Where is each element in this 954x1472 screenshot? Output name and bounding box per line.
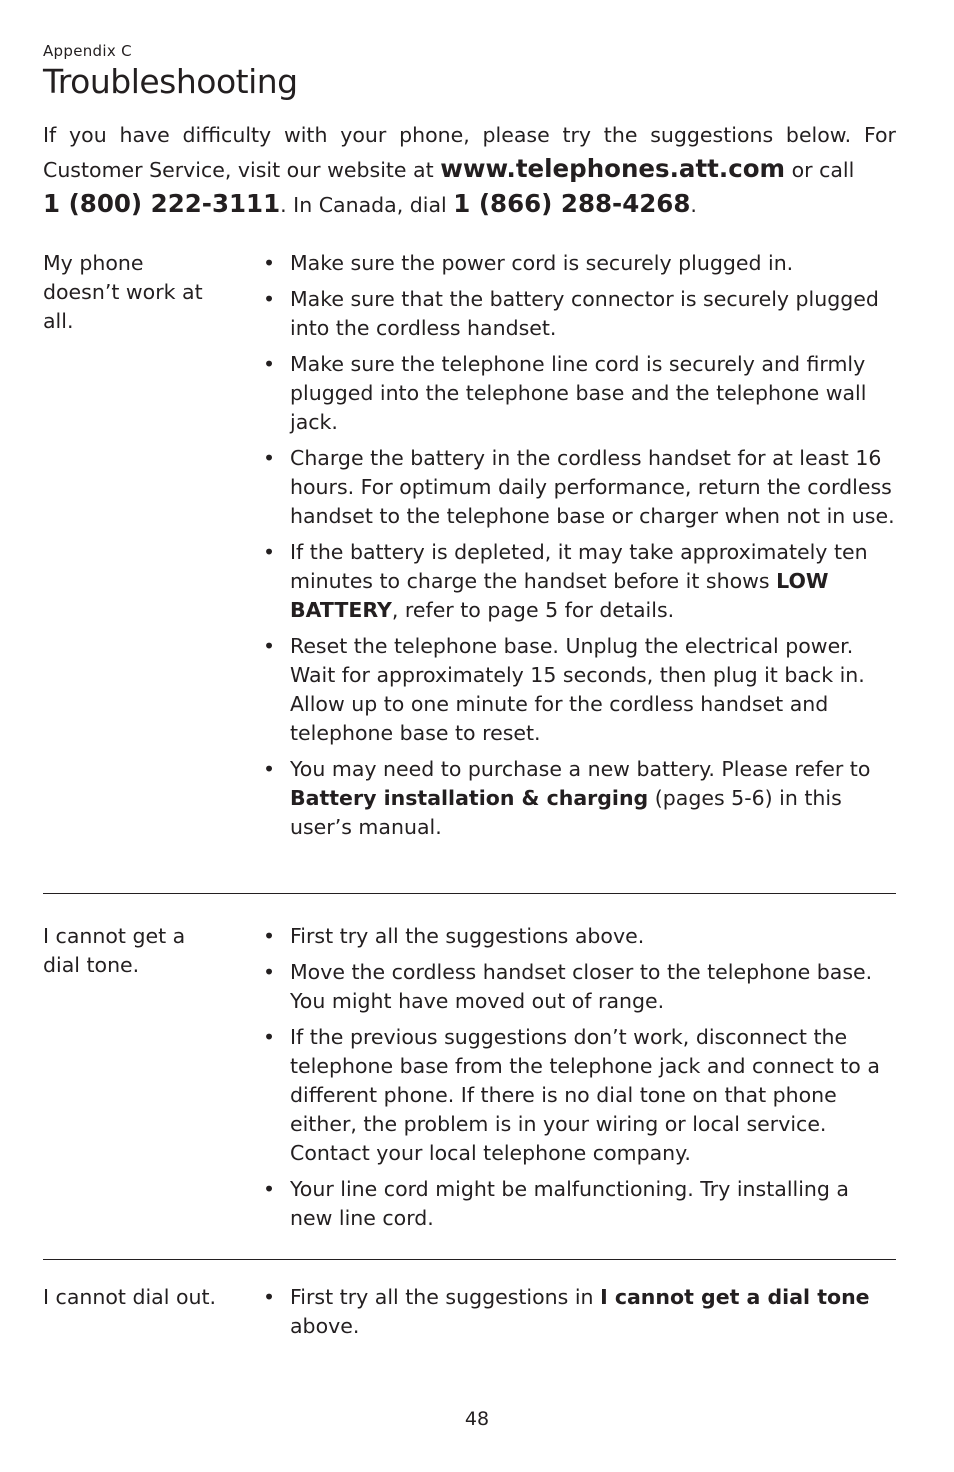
intro-paragraph <box>43 118 896 222</box>
list-item: • Reset the telephone base. Unplug the electrical power. Wait for approximately 15 seconds, then plug it back in. Allow up to one minute for the cordless handset and telephone base to reset. <box>263 632 896 748</box>
canada-phone: 1 (866) 288-4268 <box>453 189 691 218</box>
suggestion-list <box>263 922 896 1240</box>
problem-label: I cannot get a dial tone. <box>43 924 186 977</box>
list-item: • First try all the suggestions above. <box>263 922 896 951</box>
intro-text: If you have difficulty with your phone, please try the suggestions below. For Customer Service, visit our website at <box>43 123 896 182</box>
website-link[interactable]: www.telephones.att.com <box>440 154 786 183</box>
list-item: • If the battery is depleted, it may take approximately ten minutes to charge the handset before it shows LOW BATTERY, refer to page 5 for details. <box>263 538 896 625</box>
problem-label: My phone doesn’t work at all. <box>43 251 203 333</box>
list-item: • If the previous suggestions don’t work, disconnect the telephone base from the telephone jack and connect to a different phone. If there is no dial tone on that phone either, the problem is in your wiring or local service. Contact your local telephone company. <box>263 1023 896 1168</box>
suggestion-list <box>263 1283 896 1348</box>
intro-text: . <box>690 193 697 217</box>
intro-text: or call <box>785 158 855 182</box>
list-item: • Your line cord might be malfunctioning. Try installing a new line cord. <box>263 1175 896 1233</box>
problem-label: I cannot dial out. <box>43 1285 217 1309</box>
list-item: • Make sure the power cord is securely plugged in. <box>263 249 896 278</box>
emphasis-text: Battery installation & charging <box>290 786 649 810</box>
list-item: • Make sure the telephone line cord is securely and firmly plugged into the telephone base and the telephone wall jack. <box>263 350 896 437</box>
section-divider <box>43 893 896 894</box>
suggestion-list <box>263 249 896 849</box>
list-item: • Make sure that the battery connector is securely plugged into the cordless handset. <box>263 285 896 343</box>
section-divider <box>43 1259 896 1260</box>
page-title: Troubleshooting <box>43 62 298 101</box>
intro-text: . In Canada, dial <box>280 193 454 217</box>
list-item: • Charge the battery in the cordless handset for at least 16 hours. For optimum daily performance, return the cordless handset to the telephone base or charger when not in use. <box>263 444 896 531</box>
list-item: • Move the cordless handset closer to the telephone base. You might have moved out of range. <box>263 958 896 1016</box>
emphasis-text: I cannot get a dial tone <box>600 1285 870 1309</box>
list-item: • You may need to purchase a new battery. Please refer to Battery installation & charging (pages 5-6) in this user’s manual. <box>263 755 896 842</box>
page-number: 48 <box>464 1408 490 1430</box>
list-item: • First try all the suggestions in I cannot get a dial tone above. <box>263 1283 896 1341</box>
customer-service-phone: 1 (800) 222-3111 <box>43 189 281 218</box>
appendix-label: Appendix C <box>43 42 132 60</box>
emphasis-text: LOW BATTERY <box>290 569 829 622</box>
